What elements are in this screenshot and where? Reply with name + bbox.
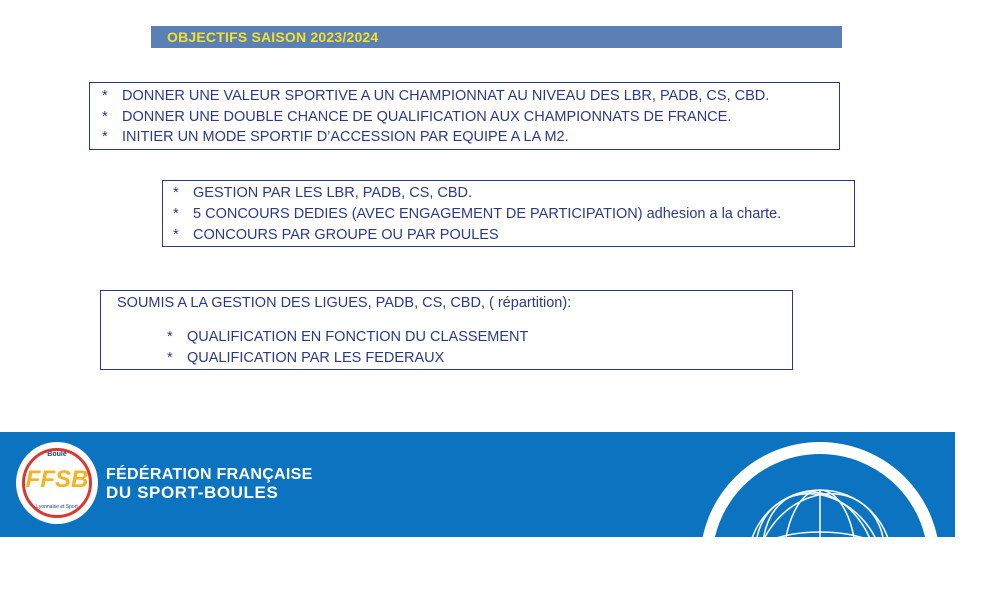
federation-name-line1: FÉDÉRATION FRANÇAISE (106, 466, 313, 483)
list-item-text: DONNER UNE DOUBLE CHANCE DE QUALIFICATION AUX CHAMPIONNATS DE FRANCE. (122, 109, 732, 125)
logo-bottom-text: Lyonnaise et Sport (36, 504, 78, 510)
list-item-text: DONNER UNE VALEUR SPORTIVE A UN CHAMPIONNAT AU NIVEAU DES LBR, PADB, CS, CBD. (122, 88, 770, 104)
list-item (102, 88, 769, 104)
bullet-star: * (167, 350, 173, 366)
list-item-text: QUALIFICATION EN FONCTION DU CLASSEMENT (187, 329, 529, 345)
management-box (162, 180, 855, 247)
list-item-text: CONCOURS PAR GROUPE OU PAR POULES (193, 227, 499, 243)
bullet-star: * (167, 329, 173, 345)
list-item (173, 206, 781, 222)
federation-name-line2: DU SPORT-BOULES (106, 483, 279, 502)
title-bar (151, 26, 842, 48)
logo-letters: FFSB (25, 466, 89, 493)
list-item (102, 109, 731, 125)
list-item-text: QUALIFICATION PAR LES FEDERAUX (187, 350, 445, 366)
federation-name (106, 466, 313, 502)
list-item-text: INITIER UN MODE SPORTIF D’ACCESSION PAR EQUIPE A LA M2. (122, 129, 569, 145)
list-item (173, 185, 472, 201)
bullet-star: * (173, 185, 179, 201)
logo-top-text: Boule (47, 451, 67, 458)
globe-boule-icon (700, 442, 940, 537)
federation-footer-band (0, 432, 955, 537)
bullet-star: * (173, 227, 179, 243)
objectives-box (89, 82, 840, 150)
list-item (167, 329, 528, 345)
bullet-star: * (102, 88, 108, 104)
bullet-star: * (102, 109, 108, 125)
list-item-text: 5 CONCOURS DEDIES (AVEC ENGAGEMENT DE PARTICIPATION) adhesion a la charte. (193, 206, 782, 222)
ffsb-logo (16, 442, 98, 524)
list-item (102, 129, 569, 145)
list-item (173, 227, 499, 243)
qualification-box (100, 290, 793, 370)
page-title: OBJECTIFS SAISON 2023/2024 (167, 29, 379, 45)
box-heading: SOUMIS A LA GESTION DES LIGUES, PADB, CS, CBD, ( répartition): (117, 295, 572, 311)
list-item-text: GESTION PAR LES LBR, PADB, CS, CBD. (193, 185, 473, 201)
bullet-star: * (102, 129, 108, 145)
bullet-star: * (173, 206, 179, 222)
list-item (167, 350, 444, 366)
